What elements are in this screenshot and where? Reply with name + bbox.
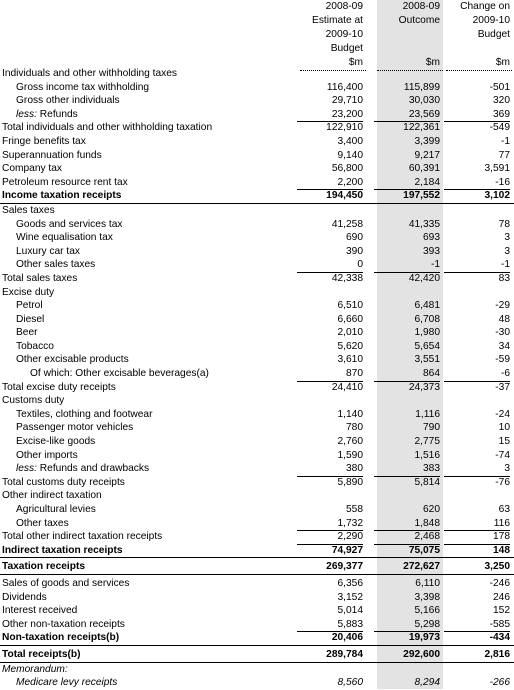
row-label-text: Other non-taxation receipts bbox=[2, 618, 125, 630]
row-label bbox=[2, 381, 116, 395]
table-row bbox=[0, 81, 514, 95]
row-label-text: Sales taxes bbox=[2, 204, 55, 216]
row-label bbox=[2, 663, 68, 677]
outcome-value: 6,481 bbox=[414, 300, 440, 312]
outcome-value: 23,569 bbox=[374, 108, 440, 123]
outcome-value: 115,899 bbox=[403, 81, 440, 93]
row-label-text: Of which: Other excisable beverages(a) bbox=[30, 368, 209, 380]
table-row bbox=[0, 394, 514, 408]
estimate-value: 558 bbox=[346, 504, 363, 515]
table-row bbox=[0, 631, 514, 646]
outcome-value: 620 bbox=[423, 504, 440, 515]
row-label-text: Other imports bbox=[16, 449, 78, 461]
outcome-value: 383 bbox=[374, 462, 440, 477]
table-row bbox=[0, 408, 514, 422]
outcome-value: 5,166 bbox=[414, 605, 440, 617]
change-value: -549 bbox=[489, 122, 510, 134]
row-label-text: Beer bbox=[16, 327, 38, 339]
outcome-value: 3,398 bbox=[414, 591, 440, 603]
row-label-text: Other taxes bbox=[16, 517, 69, 529]
change-value: 34 bbox=[498, 340, 510, 352]
row-label bbox=[16, 326, 38, 340]
outcome-value: 6,110 bbox=[415, 577, 440, 589]
estimate-value: 780 bbox=[346, 422, 363, 434]
estimate-value: 42,338 bbox=[331, 272, 363, 284]
row-label-text: Diesel bbox=[16, 313, 45, 325]
outcome-value: 5,298 bbox=[374, 618, 440, 633]
change-value: -246 bbox=[489, 577, 510, 589]
outcome-value: 122,361 bbox=[403, 122, 440, 134]
change-value: 3 bbox=[504, 232, 510, 244]
table-row bbox=[0, 577, 514, 591]
table-row bbox=[0, 560, 514, 575]
table-row bbox=[0, 189, 514, 204]
outcome-value: 75,075 bbox=[408, 544, 440, 556]
change-value: 10 bbox=[498, 422, 510, 434]
row-label-text: Gross other individuals bbox=[16, 95, 120, 107]
table-row bbox=[0, 421, 514, 435]
row-label bbox=[2, 476, 125, 490]
row-label bbox=[16, 245, 80, 259]
change-value: 320 bbox=[493, 95, 510, 107]
estimate-value: 24,410 bbox=[331, 381, 363, 393]
row-label bbox=[2, 631, 119, 645]
row-label bbox=[16, 313, 44, 327]
row-label-text: Excise-like goods bbox=[16, 436, 96, 448]
table-row bbox=[0, 381, 514, 395]
change-value: 48 bbox=[498, 313, 510, 325]
change-value: 78 bbox=[498, 218, 510, 230]
header-outcome-line bbox=[377, 28, 443, 42]
row-label-text: Passenger motor vehicles bbox=[16, 422, 134, 434]
row-label-text: Refunds bbox=[39, 108, 78, 120]
estimate-value: 116,400 bbox=[326, 81, 363, 93]
row-label-text: Total receipts(b) bbox=[2, 648, 81, 660]
header-estimate-line: Budget bbox=[330, 43, 363, 54]
estimate-value: 3,400 bbox=[337, 135, 363, 147]
table-row bbox=[0, 591, 514, 605]
row-label bbox=[2, 176, 128, 190]
row-label bbox=[2, 135, 86, 149]
outcome-value: 864 bbox=[374, 367, 440, 382]
outcome-value: 6,708 bbox=[414, 313, 440, 325]
header-change bbox=[446, 0, 512, 68]
header-outcome bbox=[377, 0, 443, 68]
change-value: -1 bbox=[500, 135, 510, 147]
table-row bbox=[0, 340, 514, 354]
row-label bbox=[16, 517, 69, 531]
row-label-text: Taxation receipts bbox=[2, 561, 86, 573]
row-label bbox=[16, 408, 152, 422]
table-row bbox=[0, 476, 514, 490]
row-label bbox=[2, 162, 62, 176]
table-body bbox=[0, 67, 514, 690]
row-label bbox=[16, 435, 95, 449]
outcome-value: 2,775 bbox=[414, 436, 440, 448]
table-row bbox=[0, 544, 514, 559]
change-value: 246 bbox=[493, 591, 510, 603]
change-value: -266 bbox=[489, 677, 510, 689]
change-value: -29 bbox=[495, 300, 510, 312]
change-value: -501 bbox=[489, 81, 510, 93]
outcome-value: 24,373 bbox=[408, 381, 440, 393]
estimate-value: 1,732 bbox=[297, 517, 363, 532]
row-label bbox=[16, 108, 78, 122]
outcome-value: 60,391 bbox=[408, 163, 440, 175]
estimate-value: 5,883 bbox=[297, 618, 363, 633]
change-value: 369 bbox=[444, 108, 510, 123]
table-row bbox=[0, 162, 514, 176]
row-label-text: Interest received bbox=[2, 605, 78, 617]
table-row bbox=[0, 258, 514, 272]
row-label bbox=[2, 577, 129, 591]
row-label bbox=[16, 340, 54, 354]
row-label-text: Total other indirect taxation receipts bbox=[2, 531, 163, 543]
row-label-text: Textiles, clothing and footwear bbox=[16, 408, 153, 420]
row-label-text: Tobacco bbox=[16, 340, 54, 352]
table-row bbox=[0, 663, 514, 677]
table-row bbox=[0, 121, 514, 135]
row-label bbox=[16, 218, 122, 232]
outcome-value: 2,184 bbox=[374, 176, 440, 191]
outcome-value: 19,973 bbox=[408, 632, 440, 644]
estimate-value: 122,910 bbox=[326, 122, 363, 134]
estimate-value: 2,760 bbox=[337, 436, 363, 448]
change-value: -59 bbox=[495, 354, 510, 366]
estimate-value: 390 bbox=[346, 245, 363, 257]
less-prefix: less: bbox=[16, 463, 37, 475]
header-change-unit: $m bbox=[446, 56, 512, 71]
row-label-text: Petroleum resource rent tax bbox=[2, 176, 128, 188]
header-outcome-unit: $m bbox=[377, 56, 443, 71]
header-outcome-line bbox=[377, 42, 443, 56]
table-row bbox=[0, 94, 514, 108]
change-value: -37 bbox=[495, 381, 510, 393]
estimate-value: 289,784 bbox=[326, 648, 363, 660]
row-label-text: Memorandum: bbox=[2, 663, 68, 675]
change-value: 148 bbox=[493, 544, 510, 556]
estimate-value: 5,890 bbox=[337, 476, 363, 488]
table-row bbox=[0, 245, 514, 259]
estimate-value: 1,590 bbox=[337, 449, 363, 461]
change-value: 83 bbox=[498, 272, 510, 284]
outcome-value: 5,814 bbox=[414, 476, 440, 488]
row-label bbox=[16, 81, 149, 95]
table-row bbox=[0, 326, 514, 340]
row-label bbox=[2, 286, 54, 300]
outcome-value: -1 bbox=[374, 258, 440, 273]
table-row bbox=[0, 462, 514, 476]
change-value: 77 bbox=[498, 149, 510, 161]
row-label bbox=[2, 67, 177, 81]
outcome-value: 5,654 bbox=[414, 340, 440, 352]
change-value: 3,102 bbox=[484, 190, 510, 202]
row-label-text: Sales of goods and services bbox=[2, 577, 130, 589]
estimate-value: 41,258 bbox=[331, 218, 363, 230]
table-row bbox=[0, 108, 514, 122]
row-label-text: Medicare levy receipts bbox=[16, 677, 118, 689]
row-label bbox=[2, 489, 102, 503]
estimate-value: 870 bbox=[297, 367, 363, 382]
estimate-value: 2,010 bbox=[337, 327, 363, 339]
row-label-text: Total excise duty receipts bbox=[2, 381, 116, 393]
table-row bbox=[0, 449, 514, 463]
estimate-value: 20,406 bbox=[331, 632, 363, 644]
row-label-text: Other indirect taxation bbox=[2, 490, 102, 502]
change-value: 3,591 bbox=[484, 163, 510, 175]
change-value: 116 bbox=[444, 517, 510, 532]
row-label-text: Agricultural levies bbox=[16, 504, 96, 515]
row-label bbox=[2, 189, 121, 203]
estimate-value: 5,014 bbox=[337, 605, 363, 617]
table-row bbox=[0, 648, 514, 663]
row-label bbox=[2, 618, 125, 632]
table-row bbox=[0, 218, 514, 232]
outcome-value: 30,030 bbox=[408, 95, 440, 107]
row-label-text: Goods and services tax bbox=[16, 218, 123, 230]
change-value: 152 bbox=[493, 605, 510, 617]
row-label-text: Dividends bbox=[2, 591, 47, 603]
estimate-value: 6,510 bbox=[337, 300, 363, 312]
row-label bbox=[16, 299, 43, 313]
table-row bbox=[0, 353, 514, 367]
outcome-value: 1,980 bbox=[414, 327, 440, 339]
table-row bbox=[0, 503, 514, 517]
estimate-value: 3,610 bbox=[337, 354, 363, 366]
outcome-value: 197,552 bbox=[403, 190, 440, 202]
outcome-value: 3,551 bbox=[414, 354, 440, 366]
header-estimate bbox=[300, 0, 366, 68]
row-label-text: Luxury car tax bbox=[16, 245, 80, 257]
table-row bbox=[0, 286, 514, 300]
estimate-value: 5,620 bbox=[337, 340, 363, 352]
row-label bbox=[16, 94, 120, 108]
table-row bbox=[0, 489, 514, 503]
estimate-value: 23,200 bbox=[297, 108, 363, 123]
change-value: -1 bbox=[444, 258, 510, 273]
change-value: 3 bbox=[504, 245, 510, 257]
change-value: -74 bbox=[495, 449, 510, 461]
header-estimate-unit: $m bbox=[300, 56, 366, 71]
estimate-value: 29,710 bbox=[331, 95, 363, 107]
row-label-text: Customs duty bbox=[2, 395, 65, 407]
row-label bbox=[2, 591, 47, 605]
row-label-text: Income taxation receipts bbox=[2, 190, 122, 202]
change-value: -30 bbox=[495, 327, 510, 339]
table-row bbox=[0, 530, 514, 544]
table-row bbox=[0, 135, 514, 149]
header-estimate-line: 2009-10 bbox=[325, 29, 363, 40]
outcome-value: 393 bbox=[423, 245, 440, 257]
row-label-text: Total customs duty receipts bbox=[2, 476, 125, 488]
table-row bbox=[0, 299, 514, 313]
estimate-value: 269,377 bbox=[326, 561, 363, 573]
estimate-value: 380 bbox=[297, 462, 363, 477]
estimate-value: 3,152 bbox=[337, 591, 363, 603]
change-value: -585 bbox=[444, 618, 510, 633]
header-change-line: Budget bbox=[477, 29, 510, 40]
row-label bbox=[16, 462, 149, 476]
table-row bbox=[0, 149, 514, 163]
change-value: 63 bbox=[498, 504, 510, 515]
row-label-text: Fringe benefits tax bbox=[2, 135, 86, 147]
row-label-text: Other excisable products bbox=[16, 354, 129, 366]
header-change-line: 2009-10 bbox=[472, 15, 510, 26]
outcome-value: 8,294 bbox=[414, 677, 440, 689]
estimate-value: 9,140 bbox=[337, 149, 363, 161]
estimate-value: 74,927 bbox=[331, 544, 363, 556]
change-value: 3 bbox=[444, 462, 510, 477]
header-outcome-line: 2008-09 bbox=[402, 1, 440, 12]
row-label bbox=[16, 421, 133, 435]
row-label bbox=[2, 544, 123, 558]
row-label bbox=[16, 449, 78, 463]
outcome-value: 1,516 bbox=[414, 449, 440, 461]
change-value: 15 bbox=[498, 436, 510, 448]
outcome-value: 292,600 bbox=[403, 648, 440, 660]
table-row bbox=[0, 272, 514, 286]
outcome-value: 3,399 bbox=[414, 135, 440, 147]
table-row bbox=[0, 618, 514, 632]
table-row bbox=[0, 676, 514, 690]
row-label bbox=[2, 560, 85, 574]
outcome-value: 1,116 bbox=[415, 408, 440, 420]
header-estimate-line: Estimate at bbox=[312, 15, 363, 26]
outcome-value: 693 bbox=[423, 232, 440, 244]
outcome-value: 790 bbox=[423, 422, 440, 434]
change-value: -16 bbox=[444, 176, 510, 191]
table-row bbox=[0, 367, 514, 381]
row-label-text: Non-taxation receipts(b) bbox=[2, 632, 120, 644]
change-value: 2,816 bbox=[484, 648, 510, 660]
outcome-value: 41,335 bbox=[408, 218, 440, 230]
row-label bbox=[2, 530, 162, 544]
estimate-value: 2,290 bbox=[297, 530, 363, 545]
row-label-text: Total individuals and other withholding taxation bbox=[2, 122, 213, 134]
outcome-value: 42,420 bbox=[408, 272, 440, 284]
table-row bbox=[0, 604, 514, 618]
row-label bbox=[30, 367, 209, 381]
row-label-text: Company tax bbox=[2, 163, 63, 175]
row-label-text: Petrol bbox=[16, 300, 43, 312]
outcome-value: 9,217 bbox=[414, 149, 440, 161]
change-value: -24 bbox=[495, 408, 510, 420]
row-label bbox=[2, 204, 55, 218]
row-label-text: Gross income tax withholding bbox=[16, 81, 150, 93]
table-row bbox=[0, 313, 514, 327]
row-label-text: Wine equalisation tax bbox=[16, 232, 113, 244]
row-label bbox=[2, 394, 64, 408]
less-prefix: less: bbox=[16, 108, 37, 120]
estimate-value: 2,200 bbox=[297, 176, 363, 191]
row-label-text: Other sales taxes bbox=[16, 259, 96, 271]
estimate-value: 56,800 bbox=[331, 163, 363, 175]
table-row bbox=[0, 517, 514, 531]
row-label-text: Superannuation funds bbox=[2, 149, 102, 161]
row-label bbox=[16, 258, 95, 272]
row-label bbox=[2, 121, 212, 135]
row-label bbox=[16, 503, 96, 517]
estimate-value: 0 bbox=[297, 258, 363, 273]
change-value: -76 bbox=[495, 476, 510, 488]
estimate-value: 8,560 bbox=[337, 677, 363, 689]
row-label-text: Excise duty bbox=[2, 286, 55, 298]
outcome-value: 2,468 bbox=[374, 530, 440, 545]
row-label-text: Refunds and drawbacks bbox=[39, 463, 150, 475]
estimate-value: 6,356 bbox=[337, 577, 363, 589]
change-value: 3,250 bbox=[484, 561, 510, 573]
estimate-value: 1,140 bbox=[337, 408, 363, 420]
outcome-value: 272,627 bbox=[403, 561, 440, 573]
table-row bbox=[0, 204, 514, 218]
estimate-value: 6,660 bbox=[337, 313, 363, 325]
row-label-text: Total sales taxes bbox=[2, 272, 78, 284]
header-change-line bbox=[446, 42, 512, 56]
row-label bbox=[16, 676, 117, 690]
header-outcome-line: Outcome bbox=[398, 15, 440, 26]
table-row bbox=[0, 231, 514, 245]
row-label bbox=[16, 231, 113, 245]
row-label bbox=[2, 149, 102, 163]
header-estimate-line: 2008-09 bbox=[325, 1, 363, 12]
table-row bbox=[0, 67, 514, 81]
row-label bbox=[16, 353, 129, 367]
estimate-value: 690 bbox=[346, 232, 363, 244]
outcome-value: 1,848 bbox=[374, 517, 440, 532]
estimate-value: 194,450 bbox=[326, 190, 363, 202]
header-change-line: Change on bbox=[460, 1, 510, 12]
table-row bbox=[0, 435, 514, 449]
row-label-text: Indirect taxation receipts bbox=[2, 544, 123, 556]
table-row bbox=[0, 176, 514, 190]
row-label bbox=[2, 604, 77, 618]
row-label bbox=[2, 272, 77, 286]
change-value: 178 bbox=[444, 530, 510, 545]
change-value: -6 bbox=[444, 367, 510, 382]
change-value: -434 bbox=[489, 632, 510, 644]
row-label bbox=[2, 648, 81, 662]
row-label-text: Individuals and other withholding taxes bbox=[2, 68, 177, 79]
